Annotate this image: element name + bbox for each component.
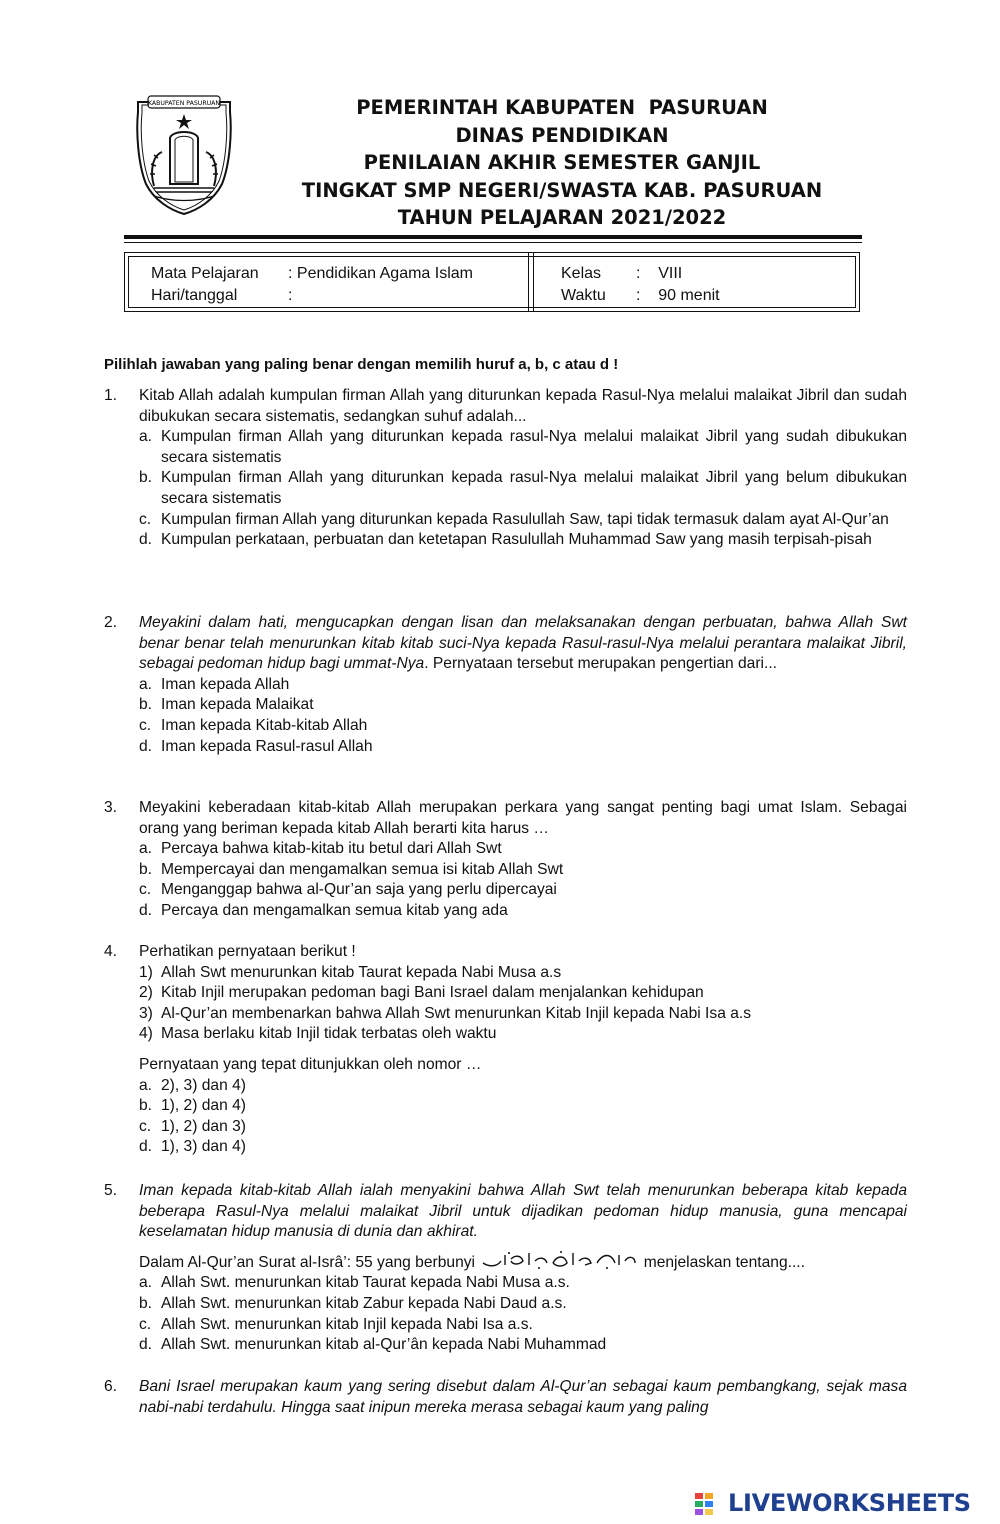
option-text: Allah Swt. menurunkan kitab Injil kepada Nabi Isa a.s. — [161, 1315, 533, 1333]
question-4 — [104, 942, 907, 1158]
statement-label: 3) — [139, 1004, 153, 1022]
question-2 — [104, 613, 907, 757]
header-line-3: PENILAIAN AKHIR SEMESTER GANJIL — [363, 151, 761, 174]
answer-option[interactable] — [139, 530, 907, 551]
option-label: b. — [139, 1294, 153, 1312]
option-text: Menganggap bahwa al-Qur’an saja yang perlu dipercayai — [161, 881, 557, 899]
time-label: Waktu — [561, 287, 606, 304]
answer-option[interactable] — [139, 427, 907, 468]
header-line-4: TINGKAT SMP NEGERI/SWASTA KAB. PASURUAN — [301, 178, 823, 202]
instruction-text: Pilihlah jawaban yang paling benar dengan memilih huruf a, b, c atau d ! — [104, 356, 619, 373]
question-stem: Meyakini keberadaan kitab-kitab Allah merupakan perkara yang sangat penting bagi umat Islam. Sebagai orang yang beriman kepada kitab Allah berarti kita harus … — [139, 799, 907, 837]
statement-item — [139, 983, 907, 1004]
option-label: a. — [139, 428, 153, 446]
answer-option[interactable] — [139, 1294, 907, 1315]
answer-option[interactable] — [139, 1335, 907, 1356]
option-label: a. — [139, 1274, 153, 1292]
question-number: 5. — [104, 1182, 118, 1199]
question-prompt — [139, 1249, 907, 1274]
question-number: 2. — [104, 614, 118, 631]
option-label: a. — [139, 1076, 153, 1094]
option-text: 2), 3) dan 4) — [161, 1076, 246, 1094]
arabic-verse-image — [479, 1249, 639, 1271]
answer-option[interactable] — [139, 737, 907, 758]
day-date-label: Hari/tanggal — [151, 287, 238, 304]
question-stem: Perhatikan pernyataan berikut ! — [139, 943, 356, 960]
option-text: Iman kepada Malaikat — [161, 696, 314, 714]
question-stem: Iman kepada kitab-kitab Allah ialah menyakini bahwa Allah Swt telah menurunkan beberapa kitab kepada beberapa Rasul-Nya melalui malaikat Jibril untuk dijadikan pedoman hidup manusia, guna mencapai keselamatan hidup manusia di dunia dan akhirat. — [139, 1182, 907, 1241]
question-1 — [104, 386, 907, 551]
option-text: 1), 2) dan 3) — [161, 1117, 246, 1135]
option-label: d. — [139, 737, 153, 755]
prompt-before-verse: Dalam Al-Qur’an Surat al-Isrâ’: 55 yang berbunyi — [139, 1253, 476, 1271]
option-label: b. — [139, 1097, 153, 1115]
time-value: : 90 menit — [636, 287, 720, 304]
prompt-after-verse: menjelaskan tentang.... — [643, 1253, 805, 1271]
document-header — [262, 94, 862, 232]
statement-item — [139, 1004, 907, 1025]
header-line-2: DINAS PENDIDIKAN — [455, 123, 669, 147]
liveworksheets-logo-icon — [694, 1492, 724, 1516]
option-label: b. — [139, 696, 153, 714]
answer-option[interactable] — [139, 1117, 907, 1138]
option-label: b. — [139, 469, 153, 487]
header-line-1: PEMERINTAH KABUPATEN PASURUAN — [356, 96, 768, 119]
option-text: Iman kepada Allah — [161, 675, 290, 693]
statement-label: 4) — [139, 1025, 153, 1043]
option-label: d. — [139, 531, 153, 549]
question-5 — [104, 1181, 907, 1356]
question-stem: Kitab Allah adalah kumpulan firman Allah yang diturunkan kepada Rasul-Nya melalui malaikat Jibril dan sudah dibukukan secara sistematis, sedangkan suhuf adalah... — [139, 387, 907, 425]
answer-option[interactable] — [139, 1137, 907, 1158]
question-number: 6. — [104, 1378, 118, 1395]
answer-option[interactable] — [139, 839, 907, 860]
option-text: Kumpulan firman Allah yang diturunkan kepada rasul-Nya melalui malaikat Jibril yang belum dibukukan secara sistematis — [161, 469, 907, 507]
option-label: c. — [139, 510, 152, 528]
statement-label: 1) — [139, 963, 153, 981]
option-text: Percaya bahwa kitab-kitab itu betul dari Allah Swt — [161, 840, 502, 858]
statement-text: Allah Swt menurunkan kitab Taurat kepada Nabi Musa a.s — [161, 963, 562, 981]
statement-item — [139, 1024, 907, 1045]
option-text: Allah Swt. menurunkan kitab Taurat kepada Nabi Musa a.s. — [161, 1274, 570, 1292]
option-text: Allah Swt. menurunkan kitab Zabur kepada Nabi Daud a.s. — [161, 1294, 567, 1312]
emblem-caption: KABUPATEN PASURUAN — [147, 100, 221, 107]
option-label: c. — [139, 1117, 152, 1135]
class-label: Kelas — [561, 265, 602, 282]
question-stem-italic: Meyakini dalam hati, mengucapkan dengan lisan dan melaksanakan dengan perbuatan, bahwa Allah Swt benar benar telah menurunkan kitab kitab suci-Nya kepada Rasul-rasul-Nya melalui perantara malaikat Jibril, sebagai pedoman hidup bagi ummat-Nya — [139, 614, 907, 673]
statement-text: Masa berlaku kitab Injil tidak terbatas oleh waktu — [161, 1025, 497, 1043]
option-text: 1), 3) dan 4) — [161, 1138, 246, 1156]
question-prompt: Pernyataan yang tepat ditunjukkan oleh nomor … — [139, 1055, 482, 1073]
answer-option[interactable] — [139, 1273, 907, 1294]
option-label: a. — [139, 840, 153, 858]
answer-option[interactable] — [139, 468, 907, 509]
question-6 — [104, 1377, 907, 1418]
answer-options — [104, 1076, 907, 1158]
option-label: b. — [139, 860, 153, 878]
option-label: c. — [139, 716, 152, 734]
option-label: a. — [139, 675, 153, 693]
question-number: 4. — [104, 943, 118, 960]
option-text: Iman kepada Kitab-kitab Allah — [161, 716, 368, 734]
question-number: 3. — [104, 799, 118, 816]
header-rule-thin — [124, 242, 862, 243]
day-date-value: : — [288, 287, 293, 304]
statement-text: Al-Qur’an membenarkan bahwa Allah Swt menurunkan Kitab Injil kepada Nabi Isa a.s — [161, 1004, 751, 1022]
liveworksheets-watermark — [694, 1488, 994, 1518]
info-box-divider — [528, 253, 534, 311]
kabupaten-pasuruan-emblem — [132, 92, 236, 216]
subject-label: Mata Pelajaran — [151, 265, 259, 282]
statement-label: 2) — [139, 984, 153, 1002]
option-label: c. — [139, 1315, 152, 1333]
subject-value: : Pendidikan Agama Islam — [288, 265, 473, 282]
header-line-5: TAHUN PELAJARAN 2021/2022 — [397, 206, 727, 229]
answer-option[interactable] — [139, 1096, 907, 1117]
question-stem-rest: . Pernyataan tersebut merupakan pengertian dari... — [424, 655, 778, 673]
option-label: c. — [139, 881, 152, 899]
question-stem: Bani Israel merupakan kaum yang sering disebut dalam Al-Qur’an sebagai kaum pembangkang, sejak masa nabi-nabi terdahulu. Hingga saat inipun mereka merasa sebagai kaum yang paling — [139, 1378, 907, 1416]
option-label: d. — [139, 1138, 153, 1156]
question-stem — [139, 613, 907, 675]
answer-option[interactable] — [139, 1076, 907, 1097]
question-number: 1. — [104, 387, 118, 404]
option-label: d. — [139, 1336, 153, 1354]
answer-option[interactable] — [139, 1315, 907, 1336]
answer-option[interactable] — [139, 901, 907, 922]
option-text: Mempercayai dan mengamalkan semua isi kitab Allah Swt — [161, 860, 564, 878]
answer-option[interactable] — [139, 860, 907, 881]
option-label: d. — [139, 901, 153, 919]
option-text: Percaya dan mengamalkan semua kitab yang ada — [161, 901, 508, 919]
option-text: 1), 2) dan 4) — [161, 1097, 246, 1115]
answer-option[interactable] — [139, 880, 907, 901]
header-rule-thick — [124, 235, 862, 239]
option-text: Kumpulan firman Allah yang diturunkan kepada rasul-Nya melalui malaikat Jibril yang sudah dibukukan secara sistematis — [161, 428, 907, 466]
statement-text: Kitab Injil merupakan pedoman bagi Bani Israel dalam menjalankan kehidupan — [161, 984, 704, 1002]
option-text: Iman kepada Rasul-rasul Allah — [161, 737, 373, 755]
liveworksheets-brand: LIVEWORKSHEETS — [728, 1489, 971, 1517]
answer-option[interactable] — [139, 675, 907, 696]
option-text: Kumpulan perkataan, perbuatan dan ketetapan Rasulullah Muhammad Saw yang masih terpisah-pisah — [161, 531, 872, 549]
option-text: Kumpulan firman Allah yang diturunkan kepada Rasulullah Saw, tapi tidak termasuk dalam ayat Al-Qur’an — [161, 510, 889, 528]
class-value: : VIII — [636, 265, 683, 282]
option-text: Allah Swt. menurunkan kitab al-Qur’ân kepada Nabi Muhammad — [161, 1336, 607, 1354]
answer-option[interactable] — [139, 695, 907, 716]
statement-item — [139, 963, 907, 984]
answer-option[interactable] — [139, 716, 907, 737]
question-3 — [104, 798, 907, 922]
answer-option[interactable] — [139, 510, 907, 531]
